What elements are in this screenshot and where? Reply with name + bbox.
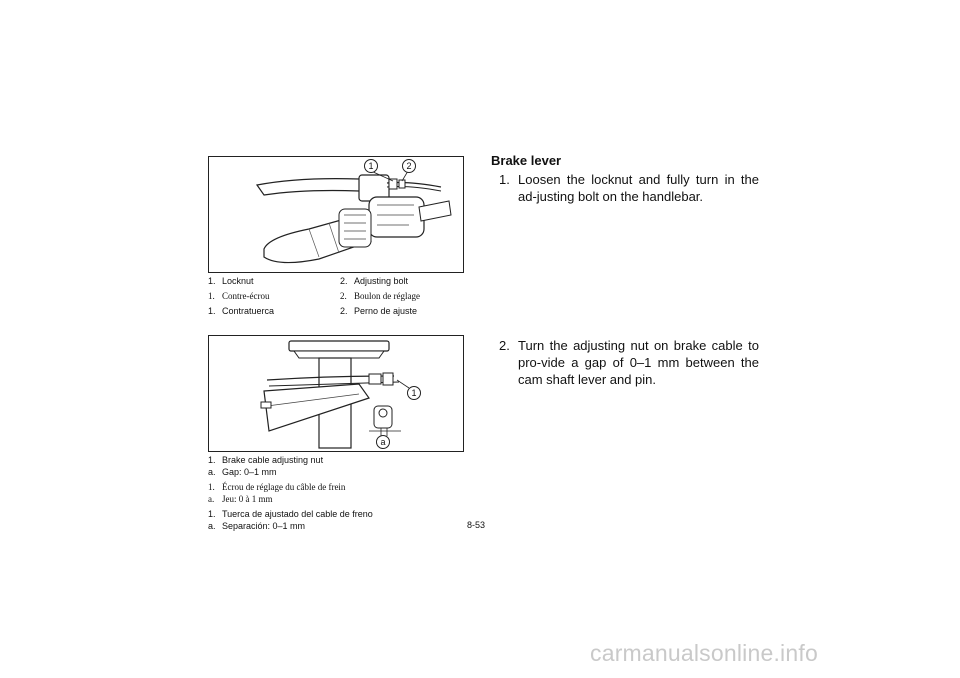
fig2-caption-es-1: 1. Tuerca de ajustado del cable de freno — [208, 509, 373, 519]
fig1-caption-en-1: 1. Locknut — [208, 276, 254, 286]
callout-1: 1 — [364, 159, 378, 173]
fig2-caption-fr-2: a. Jeu: 0 à 1 mm — [208, 494, 273, 504]
fig1-caption-fr-1: 1. Contre-écrou — [208, 291, 270, 301]
step-text: Turn the adjusting nut on brake cable to pro-vide a gap of 0–1 mm between the cam shaft lever and pin. — [518, 338, 759, 387]
callout-1: 1 — [407, 386, 421, 400]
brake-cable-drawing — [209, 336, 463, 451]
callout-2: 2 — [402, 159, 416, 173]
fig1-caption-fr-2: 2. Boulon de réglage — [340, 291, 420, 301]
callout-a: a — [376, 435, 390, 449]
section-heading: Brake lever — [491, 153, 562, 168]
brake-lever-illustration — [208, 156, 464, 273]
fig1-caption-en-2: 2. Adjusting bolt — [340, 276, 409, 286]
step-1 — [499, 171, 759, 205]
fig2-caption-en-1: 1. Brake cable adjusting nut — [208, 455, 324, 465]
step-2 — [499, 337, 759, 388]
fig1-caption-es-2: 2. Perno de ajuste — [340, 306, 418, 316]
step-number: 1. — [499, 172, 510, 187]
fig1-caption-es-1: 1. Contratuerca — [208, 306, 275, 316]
watermark-link[interactable]: carmanualsonline.info — [590, 640, 818, 666]
fig2-caption-es-2: a. Separación: 0–1 mm — [208, 521, 306, 531]
step-number: 2. — [499, 338, 510, 353]
brake-lever-drawing — [209, 157, 463, 272]
page-number: 8-53 — [467, 520, 486, 530]
fig2-caption-en-2: a. Gap: 0–1 mm — [208, 467, 277, 477]
fig2-caption-fr-1: 1. Écrou de réglage du câble de frein — [208, 482, 346, 492]
step-text: Loosen the locknut and fully turn in the ad-justing bolt on the handlebar. — [518, 172, 759, 204]
brake-cable-illustration — [208, 335, 464, 452]
